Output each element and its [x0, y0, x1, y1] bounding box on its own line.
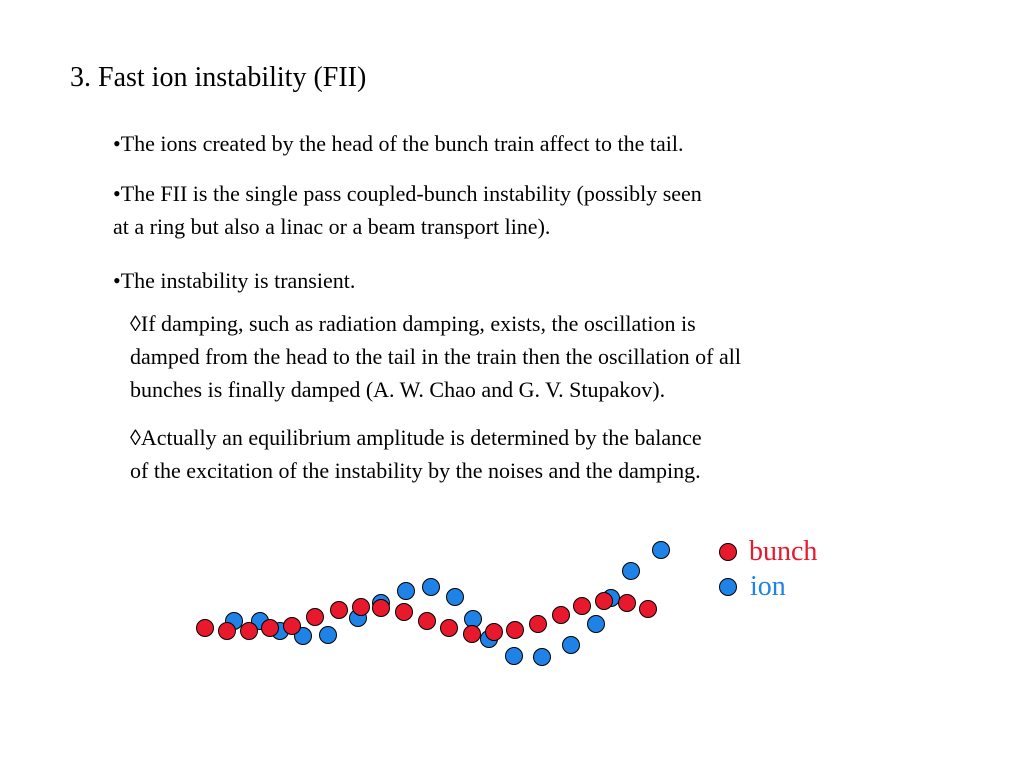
- sub-bullet-damping-line-1: ◊If damping, such as radiation damping, exists, the oscillation is: [130, 311, 696, 336]
- bunch-dot-13: [464, 626, 481, 643]
- bunch-dot-7: [331, 602, 348, 619]
- bunch-dot-21: [640, 601, 657, 618]
- ion-dot-19: [653, 542, 670, 559]
- bunch-dot-14: [486, 624, 503, 641]
- ion-dot-10: [447, 589, 464, 606]
- ion-dot-18: [623, 563, 640, 580]
- bunch-dot-18: [574, 598, 591, 615]
- ion-dot-11: [465, 611, 482, 628]
- legend-ion-dot: [720, 579, 737, 596]
- bunch-dot-20: [619, 595, 636, 612]
- bullet-single-pass-line-1: •The FII is the single pass coupled-bunch instability (possibly seen: [113, 181, 702, 206]
- bunch-dot-10: [396, 604, 413, 621]
- legend-bunch-label: bunch: [749, 536, 818, 567]
- ion-dot-13: [506, 648, 523, 665]
- slide-title: 3. Fast ion instability (FII): [70, 62, 367, 93]
- bullet-transient: •The instability is transient.: [113, 268, 356, 293]
- bunch-dot-3: [241, 623, 258, 640]
- sub-bullet-damping-line-2: damped from the head to the tail in the train then the oscillation of all: [130, 344, 741, 369]
- ion-dot-5: [320, 627, 337, 644]
- bunch-dot-9: [373, 600, 390, 617]
- ion-dot-9: [423, 579, 440, 596]
- sub-bullet-equilibrium-line-2: of the excitation of the instability by the noises and the damping.: [130, 458, 701, 483]
- ion-dot-15: [563, 637, 580, 654]
- bunch-dot-8: [353, 599, 370, 616]
- bunch-dot-12: [441, 620, 458, 637]
- bunch-dot-15: [507, 622, 524, 639]
- sub-bullet-equilibrium-line-1: ◊Actually an equilibrium amplitude is determined by the balance: [130, 425, 702, 450]
- bunch-dot-1: [197, 620, 214, 637]
- bullet-single-pass-line-2: at a ring but also a linac or a beam transport line).: [113, 214, 551, 239]
- bunch-dot-6: [307, 609, 324, 626]
- sub-bullet-damping-line-3: bunches is finally damped (A. W. Chao and G. V. Stupakov).: [130, 377, 666, 402]
- bullet-head-tail: •The ions created by the head of the bunch train affect to the tail.: [113, 131, 684, 156]
- legend-ion-label: ion: [750, 571, 786, 602]
- bunch-dot-2: [219, 623, 236, 640]
- bunch-dot-5: [284, 618, 301, 635]
- ion-dot-8: [398, 583, 415, 600]
- ion-dot-14: [534, 649, 551, 666]
- bunch-dot-16: [530, 616, 547, 633]
- bunch-dot-19: [596, 593, 613, 610]
- bunch-dot-11: [419, 613, 436, 630]
- bunch-dot-17: [553, 607, 570, 624]
- ion-dot-16: [588, 616, 605, 633]
- legend-bunch-dot: [720, 544, 737, 561]
- bunch-dot-4: [262, 620, 279, 637]
